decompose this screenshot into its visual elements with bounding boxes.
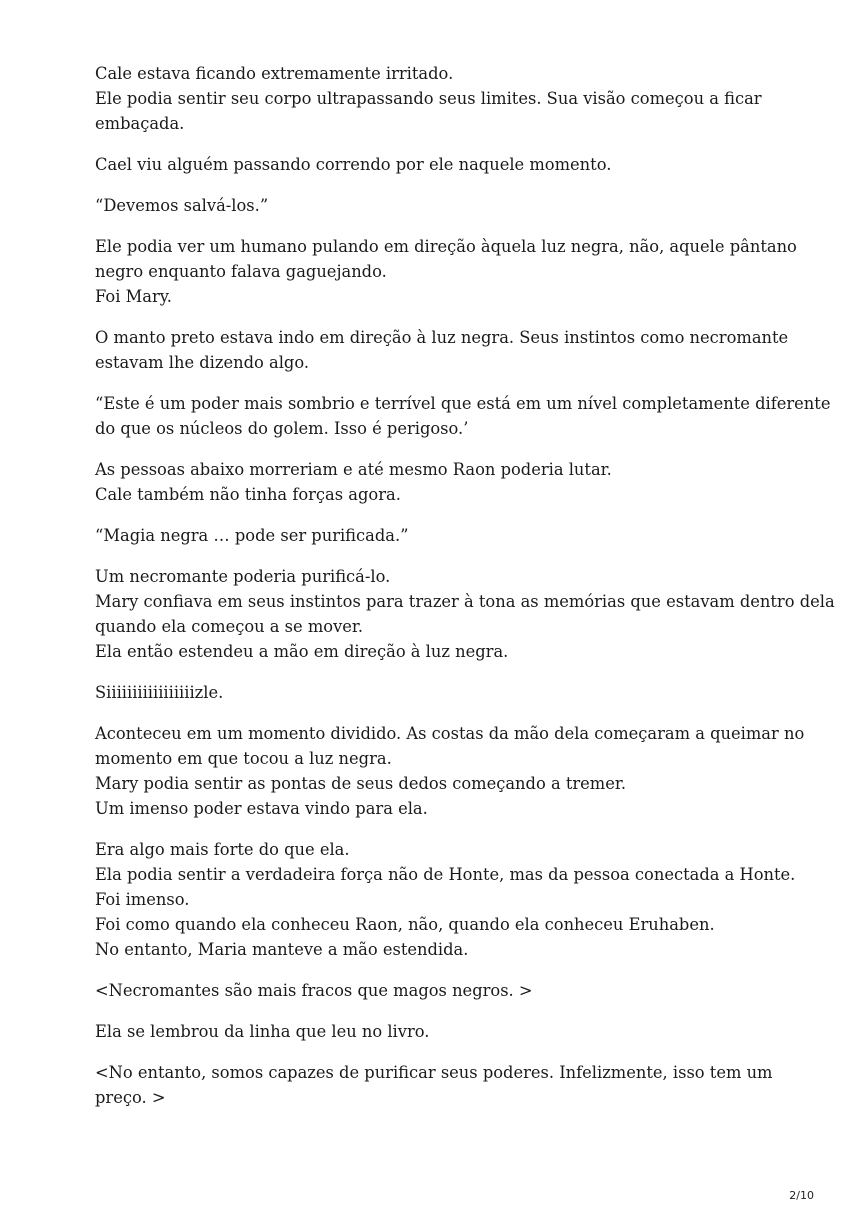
text-line: Foi Mary. <box>95 287 172 306</box>
text-line: Ele podia sentir seu corpo ultrapassando seus limites. Sua visão começou a ficar <box>95 89 762 108</box>
text-line: “Magia negra … pode ser purificada.” <box>95 526 409 545</box>
text-line: Cael viu alguém passando correndo por ele naquele momento. <box>95 155 612 174</box>
paragraph <box>95 193 795 218</box>
paragraph <box>95 61 795 136</box>
text-line: Cale também não tinha forças agora. <box>95 485 401 504</box>
text-line: Um imenso poder estava vindo para ela. <box>95 799 428 818</box>
text-line: Foi como quando ela conheceu Raon, não, quando ela conheceu Eruhaben. <box>95 915 715 934</box>
text-line: Era algo mais forte do que ela. <box>95 840 350 859</box>
paragraph <box>95 234 795 309</box>
text-line: Ela se lembrou da linha que leu no livro. <box>95 1022 430 1041</box>
text-line: <No entanto, somos capazes de purificar seus poderes. Infelizmente, isso tem um <box>95 1063 773 1082</box>
text-line: Ele podia ver um humano pulando em direção àquela luz negra, não, aquele pântano <box>95 237 797 256</box>
text-line: Um necromante poderia purificá-lo. <box>95 567 391 586</box>
paragraph <box>95 1060 795 1110</box>
text-line: momento em que tocou a luz negra. <box>95 749 392 768</box>
page-number: 2/10 <box>789 1189 814 1202</box>
text-line: Mary confiava em seus instintos para trazer à tona as memórias que estavam dentro dela <box>95 592 835 611</box>
paragraph <box>95 391 831 441</box>
text-line: Aconteceu em um momento dividido. As costas da mão dela começaram a queimar no <box>95 724 805 743</box>
text-line: do que os núcleos do golem. Isso é perigoso.’ <box>95 419 469 438</box>
paragraph <box>95 721 805 821</box>
paragraph <box>95 680 795 705</box>
text-line: As pessoas abaixo morreriam e até mesmo Raon poderia lutar. <box>95 460 612 479</box>
paragraph <box>95 978 795 1003</box>
text-line: Mary podia sentir as pontas de seus dedos começando a tremer. <box>95 774 627 793</box>
text-line: “Este é um poder mais sombrio e terrível que está em um nível completamente diferente <box>95 394 831 413</box>
paragraph <box>95 152 795 177</box>
text-line: embaçada. <box>95 114 185 133</box>
paragraph <box>95 1019 795 1044</box>
text-line: negro enquanto falava gaguejando. <box>95 262 387 281</box>
paragraph <box>95 457 795 507</box>
text-line: Ela podia sentir a verdadeira força não de Honte, mas da pessoa conectada a Honte. <box>95 865 796 884</box>
text-line: “Devemos salvá-los.” <box>95 196 269 215</box>
text-line: O manto preto estava indo em direção à luz negra. Seus instintos como necromante <box>95 328 789 347</box>
text-line: preço. > <box>95 1088 166 1107</box>
text-line: Ela então estendeu a mão em direção à luz negra. <box>95 642 509 661</box>
text-line: Foi imenso. <box>95 890 190 909</box>
text-line: Siiiiiiiiiiiiiiiiizle. <box>95 683 224 702</box>
text-line: No entanto, Maria manteve a mão estendida. <box>95 940 469 959</box>
paragraph <box>95 523 795 548</box>
text-line: <Necromantes são mais fracos que magos negros. > <box>95 981 533 1000</box>
text-line: estavam lhe dizendo algo. <box>95 353 310 372</box>
text-line: Cale estava ficando extremamente irritado. <box>95 64 454 83</box>
paragraph <box>95 325 795 375</box>
document-body <box>95 61 835 1126</box>
paragraph <box>95 564 835 664</box>
paragraph <box>95 837 795 962</box>
text-line: quando ela começou a se mover. <box>95 617 364 636</box>
